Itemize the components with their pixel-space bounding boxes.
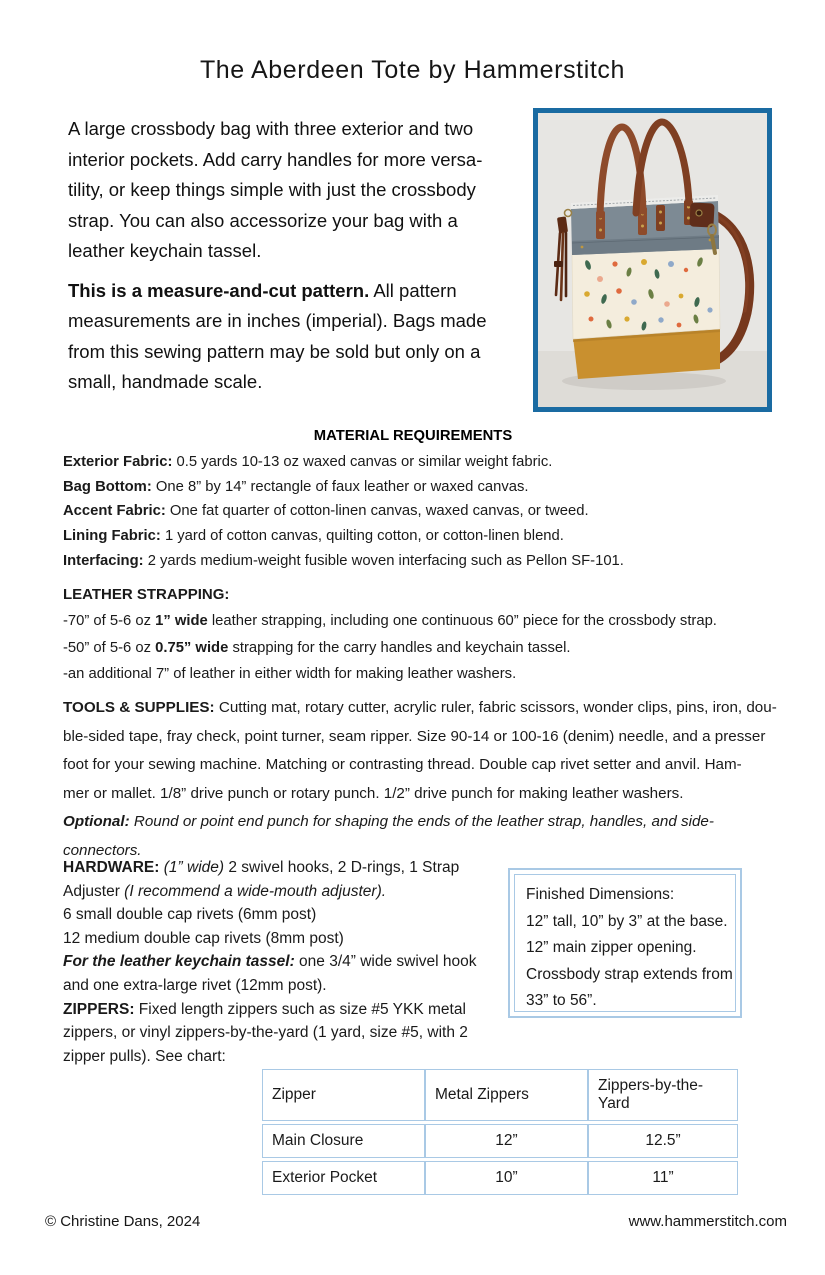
leather-strapping-list xyxy=(63,608,717,688)
table-cell: 12” xyxy=(425,1124,588,1158)
table-cell: 12.5” xyxy=(588,1124,738,1158)
table-cell: Main Closure xyxy=(262,1124,425,1158)
text-line: mer or mallet. 1/8” drive punch or rotary punch. 1/2” drive punch for making leather washers. xyxy=(63,784,684,802)
text-line: measurements are in inches (imperial). Bags made xyxy=(68,310,487,331)
copyright-text: © Christine Dans, 2024 xyxy=(45,1213,201,1230)
tote-bag-illustration xyxy=(538,113,767,407)
text-line: Lining Fabric: 1 yard of cotton canvas, quilting cotton, or cotton-linen blend. xyxy=(63,528,564,545)
text-line: connectors. xyxy=(63,841,142,859)
page-footer xyxy=(45,1213,787,1230)
text-line: Interfacing: 2 yards medium-weight fusible woven interfacing such as Pellon SF-101. xyxy=(63,552,624,569)
text-line: interior pockets. Add carry handles for more versa- xyxy=(68,148,483,170)
text-line: tility, or keep things simple with just the crossbody xyxy=(68,179,476,200)
text-line: A large crossbody bag with three exterior and two xyxy=(68,118,474,139)
material-requirements-heading: MATERIAL REQUIREMENTS xyxy=(313,428,513,444)
text-line: zippers, or vinyl zippers-by-the-yard (1 yard, size #5, with 2 xyxy=(63,1024,468,1042)
zipper-chart-table xyxy=(262,1066,738,1198)
table-header-cell: Zipper xyxy=(262,1069,425,1121)
text-line: Accent Fabric: One fat quarter of cotton-linen canvas, waxed canvas, or tweed. xyxy=(63,503,589,520)
text-line: This is a measure-and-cut pattern. All pattern xyxy=(68,279,457,301)
text-line: ble-sided tape, fray check, point turner, seam ripper. Size 90-14 or 100-16 (denim) needle, and a presser xyxy=(63,727,766,745)
table-row xyxy=(262,1161,738,1195)
text-line: and one extra-large rivet (12mm post). xyxy=(63,976,327,994)
finished-dimensions-box xyxy=(508,868,742,1018)
text-line: zipper pulls). See chart: xyxy=(63,1047,226,1065)
text-line: leather keychain tassel. xyxy=(68,240,262,261)
leather-strapping-section xyxy=(63,581,717,688)
text-line: HARDWARE: (1” wide) 2 swivel hooks, 2 D-rings, 1 Strap xyxy=(63,859,460,876)
leather-strapping-heading: LEATHER STRAPPING: xyxy=(63,586,230,603)
text-line: 12” tall, 10” by 3” at the base. xyxy=(526,912,728,930)
finished-dimensions-text xyxy=(514,874,736,1012)
text-line: 33” to 56”. xyxy=(526,992,597,1010)
text-line: -70” of 5-6 oz 1” wide leather strapping, including one continuous 60” piece for the crossbody strap. xyxy=(63,613,717,629)
intro-paragraph-1 xyxy=(68,114,538,267)
text-line: strap. You can also accessorize your bag with a xyxy=(68,209,458,231)
tools-supplies-section xyxy=(63,694,777,866)
website-text: www.hammerstitch.com xyxy=(628,1213,787,1230)
material-requirements-list xyxy=(63,450,624,574)
table-cell: 11” xyxy=(588,1161,738,1195)
text-line: 12” main zipper opening. xyxy=(526,939,697,957)
text-line: Bag Bottom: One 8” by 14” rectangle of faux leather or waxed canvas. xyxy=(63,478,529,495)
intro-paragraph-2 xyxy=(68,276,538,398)
text-line: Finished Dimensions: xyxy=(526,886,675,903)
text-line: -50” of 5-6 oz 0.75” wide strapping for the carry handles and keychain tassel. xyxy=(63,639,571,656)
tote-bag-photo xyxy=(533,108,772,412)
text-line: 12 medium double cap rivets (8mm post) xyxy=(63,929,344,947)
table-cell: Exterior Pocket xyxy=(262,1161,425,1195)
text-line: Optional: Round or point end punch for shaping the ends of the leather strap, handles, and side- xyxy=(63,813,714,831)
text-line: ZIPPERS: Fixed length zippers such as size #5 YKK metal xyxy=(63,1000,466,1018)
text-line: foot for your sewing machine. Matching or contrasting thread. Double cap rivet setter and anvil. Ham- xyxy=(63,756,742,774)
text-line: from this sewing pattern may be sold but only on a xyxy=(68,340,481,362)
intro-section xyxy=(68,114,538,398)
table-header-cell: Zippers-by-the-Yard xyxy=(588,1069,738,1121)
page-title: The Aberdeen Tote by Hammerstitch xyxy=(199,56,626,84)
text-line: TOOLS & SUPPLIES: Cutting mat, rotary cutter, acrylic ruler, fabric scissors, wonder clips, pins, iron, dou- xyxy=(63,699,777,716)
table-header-row xyxy=(262,1069,738,1121)
table-cell: 10” xyxy=(425,1161,588,1195)
text-line: -an additional 7” of leather in either width for making leather washers. xyxy=(63,666,517,683)
text-line: 6 small double cap rivets (6mm post) xyxy=(63,906,317,924)
text-line: Adjuster (I recommend a wide-mouth adjuster). xyxy=(63,882,387,900)
text-line: For the leather keychain tassel: one 3/4” wide swivel hook xyxy=(63,953,477,971)
hardware-section xyxy=(63,856,477,1068)
text-line: Crossbody strap extends from xyxy=(526,965,733,983)
text-line: Exterior Fabric: 0.5 yards 10-13 oz waxed canvas or similar weight fabric. xyxy=(63,454,553,470)
table-row xyxy=(262,1124,738,1158)
rivet xyxy=(581,246,584,249)
table-header-cell: Metal Zippers xyxy=(425,1069,588,1121)
text-line: small, handmade scale. xyxy=(68,371,263,392)
